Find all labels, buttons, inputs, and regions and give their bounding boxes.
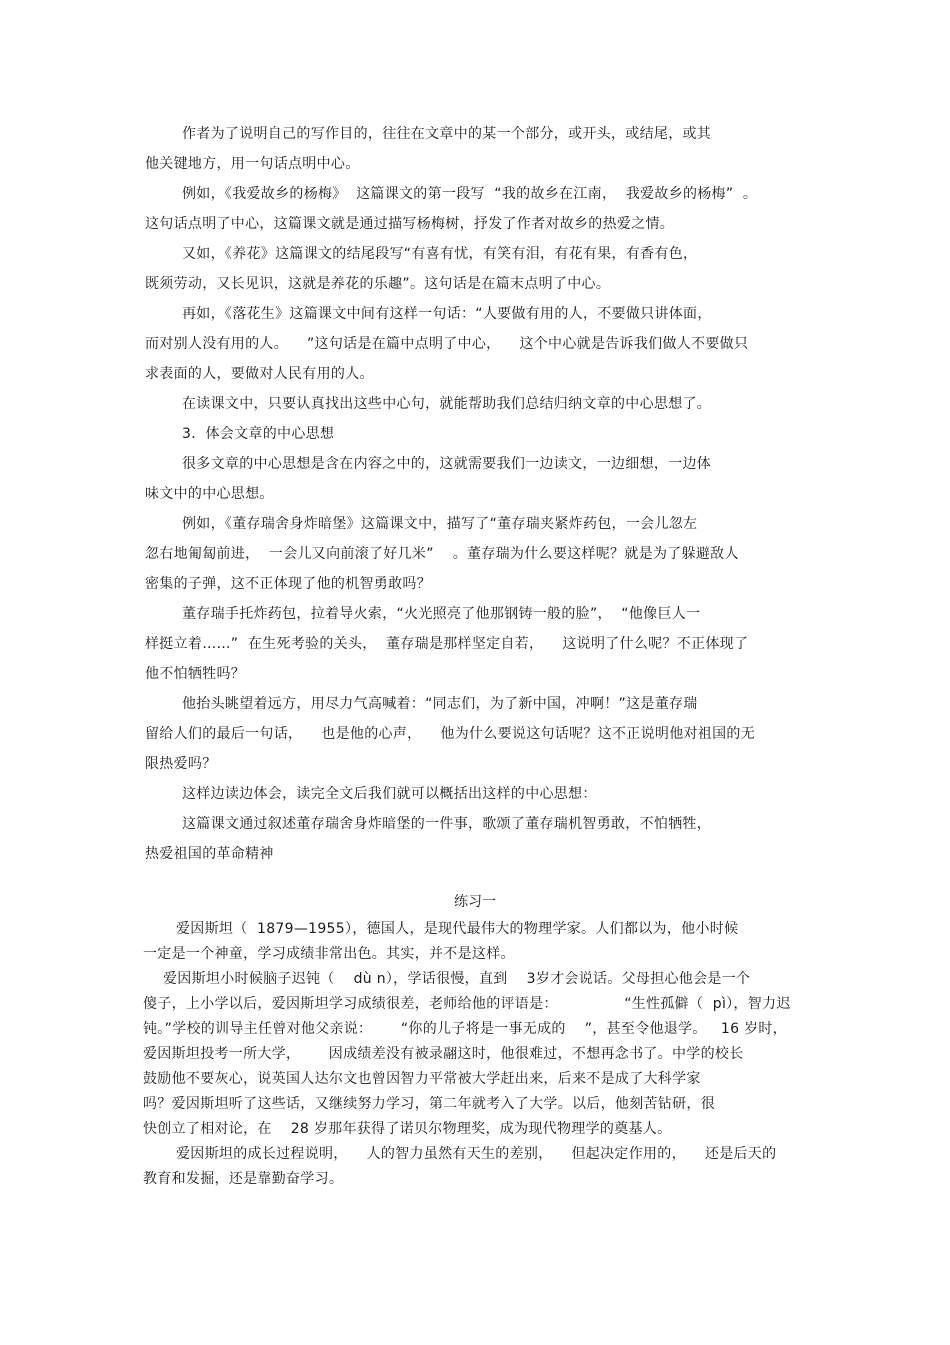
paragraph-line: 爱因斯坦的成长过程说明， 人的智力虽然有天生的差别， 但起决定作用的， 还是后天的 bbox=[176, 1146, 777, 1162]
paragraph-line: 钝。”学校的训导主任曾对他父亲说： “你的儿子将是一事无成的 ”，甚至令他退学。 16 岁时， bbox=[143, 1021, 787, 1037]
paragraph-line: 再如，《落花生》这篇课文中间有这样一句话：“人要做有用的人，不要做只讲体面， bbox=[182, 306, 712, 322]
paragraph-line: 一定是一个神童，学习成绩非常出色。其实，并不是这样。 bbox=[143, 946, 515, 962]
paragraph-line: 董存瑞手托炸药包，拉着导火索，“火光照亮了他那钢铸一般的脸”， “他像巨人一 bbox=[182, 606, 701, 622]
paragraph-line: 快创立了相对论，在 28 岁那年获得了诺贝尔物理奖，成为现代物理学的奠基人。 bbox=[143, 1121, 672, 1137]
paragraph-line: 限热爱吗？ bbox=[145, 756, 217, 772]
paragraph-line: 爱因斯坦投考一所大学， 因成绩差没有被录翮这时，他很难过，不想再念书了。中学的校长 bbox=[143, 1046, 744, 1062]
paragraph-line: 而对别人没有用的人。 ”这句话是在篇中点明了中心， 这个中心就是告诉我们做人不要做只 bbox=[145, 336, 749, 352]
paragraph-line: 求表面的人，要做对人民有用的人。 bbox=[145, 366, 374, 382]
paragraph-line: 例如，《董存瑞舍身炸暗堡》这篇课文中，描写了“董存瑞夹紧炸药包，一会儿忽左 bbox=[182, 516, 698, 532]
paragraph-line: 这样边读边体会，读完全文后我们就可以概括出这样的中心思想： bbox=[182, 786, 597, 802]
paragraph-line: 热爱祖国的革命精神 bbox=[145, 846, 274, 862]
paragraph-line: 教育和发掘，还是靠勤奋学习。 bbox=[143, 1171, 344, 1187]
paragraph-line: 味文中的中心思想。 bbox=[145, 486, 274, 502]
paragraph-line: 他关键地方，用一句话点明中心。 bbox=[145, 156, 360, 172]
paragraph-line: 他不怕牺牲吗？ bbox=[145, 666, 246, 682]
section-heading: 3．体会文章的中心思想 bbox=[182, 426, 335, 442]
exercise-title: 练习一 bbox=[454, 894, 496, 910]
paragraph-line: 吗？爱因斯坦听了这些话，又继续努力学习，第二年就考入了大学。以后，他刻苦钻研，很 bbox=[143, 1096, 715, 1112]
paragraph-line: 傻子，上小学以后，爱因斯坦学习成绩很差，老师给他的评语是： “生性孤僻（ pì），智力迟 bbox=[143, 996, 791, 1012]
paragraph-line: 爱因斯坦（ 1879—1955），德国人，是现代最伟大的物理学家。人们都以为，他小时候 bbox=[176, 921, 739, 937]
paragraph-line: 又如，《养花》这篇课文的结尾段写“有喜有忧，有笑有泪，有花有果，有香有色， bbox=[182, 246, 698, 262]
paragraph-line: 这篇课文通过叙述董存瑞舍身炸暗堡的一件事，歌颂了董存瑞机智勇敢，不怕牺牲， bbox=[182, 816, 712, 832]
paragraph-line: 例如，《我爱故乡的杨梅》 这篇课文的第一段写 “我的故乡在江南， 我爱故乡的杨梅” 。 bbox=[182, 186, 758, 202]
paragraph-line: 他抬头眺望着远方，用尽力气高喊着：“同志们，为了新中国，冲啊！”这是董存瑞 bbox=[182, 696, 698, 712]
paragraph-line: 样挺立着……” 在生死考验的关头， 董存瑞是那样坚定自若， 这说明了什么呢？不正体现了 bbox=[145, 636, 749, 652]
paragraph-line: 留给人们的最后一句话， 也是他的心声， 他为什么要说这句话呢？这不正说明他对祖国的无 bbox=[145, 726, 755, 742]
paragraph-line: 在读课文中，只要认真找出这些中心句，就能帮助我们总结归纳文章的中心思想了。 bbox=[182, 396, 712, 412]
paragraph-line: 爱因斯坦小时候脑子迟钝（ dù n），学话很慢，直到 3岁才会说话。父母担心他会是一个 bbox=[163, 971, 751, 987]
paragraph-line: 忽右地匍匐前进， 一会儿又向前滚了好几米” 。董存瑞为什么要这样呢？就是为了躲避敌人 bbox=[145, 546, 739, 562]
paragraph-line: 这句话点明了中心，这篇课文就是通过描写杨梅树，抒发了作者对故乡的热爱之情。 bbox=[145, 216, 675, 232]
paragraph-line: 作者为了说明自己的写作目的，往往在文章中的某一个部分，或开头，或结尾，或其 bbox=[182, 126, 712, 142]
paragraph-line: 鼓励他不要灰心，说英国人达尔文也曾因智力平常被大学赶出来，后来不是成了大科学家 bbox=[143, 1071, 701, 1087]
paragraph-line: 很多文章的中心思想是含在内容之中的，这就需要我们一边读文，一边细想，一边体 bbox=[182, 456, 712, 472]
paragraph-line: 密集的子弹，这不正体现了他的机智勇敢吗？ bbox=[145, 576, 431, 592]
paragraph-line: 既须劳动，又长见识，这就是养花的乐趣”。这句话是在篇末点明了中心。 bbox=[145, 276, 611, 292]
